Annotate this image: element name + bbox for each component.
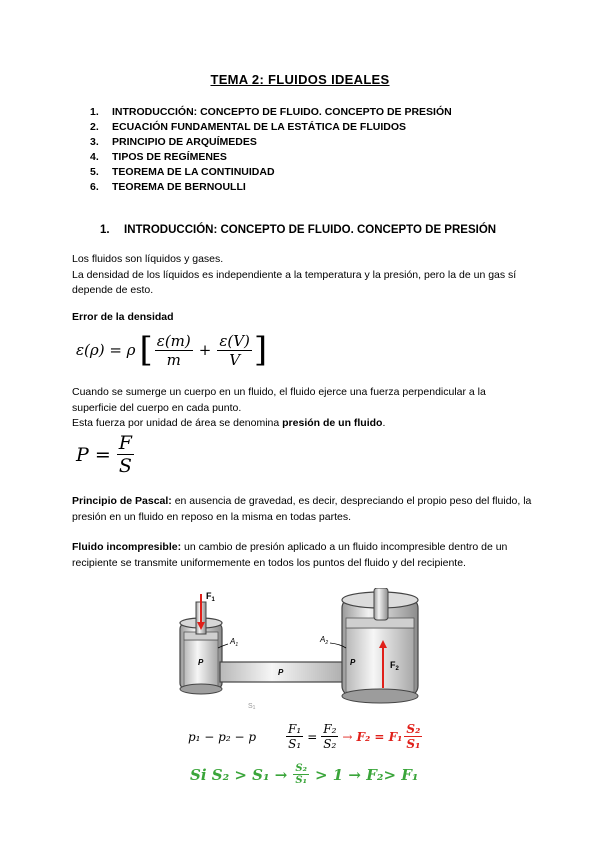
large-cylinder <box>342 588 418 703</box>
toc-item: 2. ECUACIÓN FUNDAMENTAL DE LA ESTÁTICA DE FLUIDOS <box>90 121 406 133</box>
toc-item: 1. INTRODUCCIÓN: CONCEPTO DE FLUIDO. CONCEPTO DE PRESIÓN <box>90 106 452 118</box>
toc-item: 5. TEOREMA DE LA CONTINUIDAD <box>90 166 275 178</box>
label-s1: S1 <box>248 703 256 711</box>
pascal-paragraph: Principio de Pascal: en ausencia de gravedad, es decir, despreciando el propio peso del fluido, la presión en un fluido en reposo en la misma en todas partes. <box>72 495 532 523</box>
connecting-pipe <box>220 662 354 682</box>
label-a2: $A_2$ <box>320 635 329 646</box>
label-p-right: P <box>350 658 356 667</box>
incompressible-paragraph: Fluido incompresible: un cambio de presión aplicado a un fluido incompresible dentro de un recipiente se transmite uniformemente en todos los puntos del fluido y del recipiente. <box>72 541 508 569</box>
force-paragraph: Cuando se sumerge un cuerpo en un fluido, el fluido ejerce una fuerza perpendicular a la superficie del cuerpo en cada punto. Esta fuerza por unidad de área se denomina presión de un fluido. <box>72 386 486 429</box>
error-heading: Error de la densidad <box>72 311 174 323</box>
toc-item: 6. TEOREMA DE BERNOULLI <box>90 181 246 193</box>
hydraulic-press-diagram <box>170 588 450 713</box>
pressure-formula: P = $\frac{F}{S}$ <box>76 432 132 477</box>
intro-paragraph: Los fluidos son líquidos y gases. La densidad de los líquidos es independiente a la temperatura y la presión, pero la de un gas sí depende de esto. <box>72 253 517 296</box>
label-f1: $F_1$ <box>206 591 215 603</box>
label-f2: $F_2$ <box>390 660 399 672</box>
label-p-middle: P <box>278 668 284 677</box>
density-error-formula: ε(ρ) = ρ [ $\frac{\varepsilon(m)}{m}$ + $\frac{\varepsilon(V)}{V}$ ] <box>76 330 268 370</box>
toc-item: 4. TIPOS DE REGÍMENES <box>90 151 227 163</box>
pascal-equation: p₁ − p₂ − p $\frac{\text{F₁}}{\text{S₁}}$ = $\frac{\text{F₂}}{\text{S₂}}$ → F₂ = F₁ $\frac{\text{S₂}}{\text{S₁}}$ <box>188 722 421 751</box>
section-heading: 1. INTRODUCCIÓN: CONCEPTO DE FLUIDO. CONCEPTO DE PRESIÓN <box>100 224 497 236</box>
page-title: TEMA 2: FLUIDOS IDEALES <box>210 72 390 87</box>
table-of-contents <box>90 105 452 195</box>
label-a1: $A_1$ <box>230 637 239 648</box>
conclusion-equation: Si S₂ > S₁ → $\frac{\text{S₂}}{\text{S₁}}$ > 1 → F₂> F₁ <box>190 763 419 786</box>
label-p-left: P <box>198 658 204 667</box>
toc-item: 3. PRINCIPIO DE ARQUÍMEDES <box>90 136 257 148</box>
